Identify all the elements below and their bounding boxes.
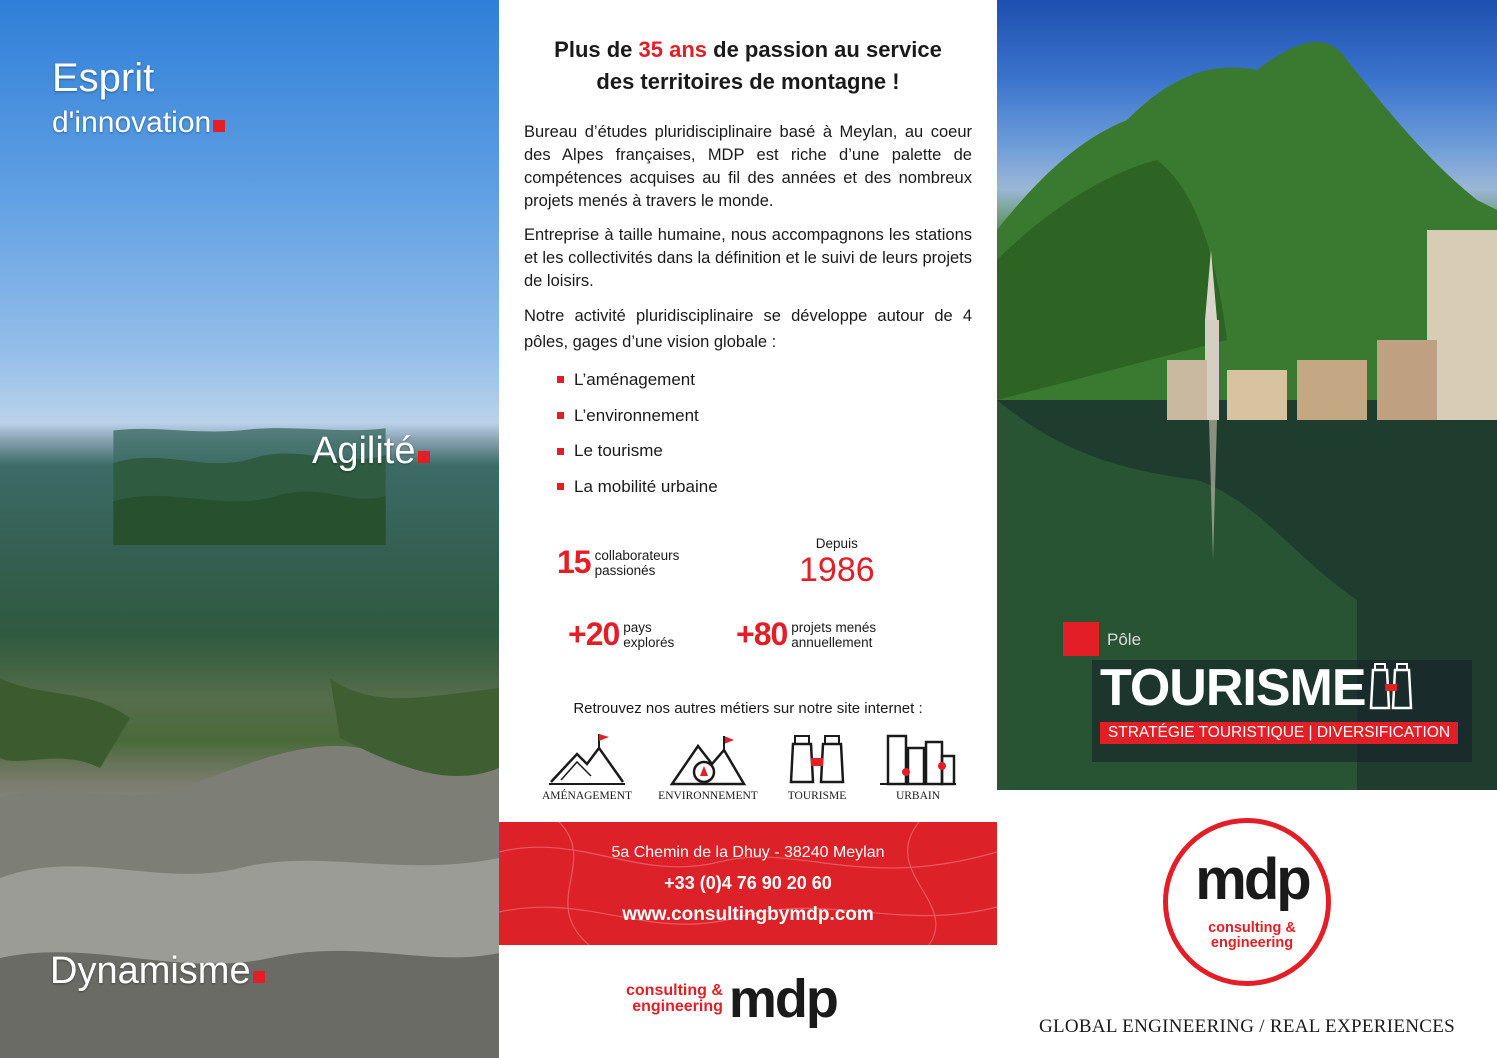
mountain-flag-icon [547,732,627,786]
pole-title: TOURISME [1100,659,1366,717]
red-square-icon [418,451,430,463]
list-item: L’aménagement [557,362,718,398]
binoculars-icon [1367,662,1417,712]
middle-panel [499,0,997,1058]
metier-environnement[interactable]: ENVIRONNEMENT [653,732,763,802]
bullet-icon [557,483,564,490]
stat-collaborateurs: 15 collaborateurs passionés [557,544,680,580]
word-agilite: Agilité [312,432,430,470]
address-text: 5a Chemin de la Dhuy - 38240 Meylan [611,844,885,861]
metier-amenagement[interactable]: AMÉNAGEMENT [532,732,642,802]
activity-paragraph: Notre activité pluridisciplinaire se développe autour de 4 pôles, gages d’une vision globale : [524,307,972,351]
list-item: La mobilité urbaine [557,469,718,505]
list-item: Le tourisme [557,433,718,469]
right-panel [997,0,1497,1058]
mdp-circle-logo: mdp consulting & engineering [1163,818,1331,986]
site-note: Retrouvez nos autres métiers sur notre site internet : [573,700,923,717]
poles-list [557,362,718,505]
bullet-icon [557,412,564,419]
list-item: L’environnement [557,398,718,434]
tagline: GLOBAL ENGINEERING / REAL EXPERIENCES [1038,1016,1456,1037]
binoculars-icon [777,732,857,786]
word-innovation: d'innovation [52,108,225,138]
website-link[interactable]: www.consultingbymdp.com [622,904,874,925]
left-panel-landscape-photo [0,0,499,1058]
bullet-icon [557,448,564,455]
pole-label: Pôle [1107,630,1142,649]
stat-pays: +20 pays explorés [568,616,675,652]
intro-paragraph: Bureau d’études pluridisciplinaire basé à Meylan, au coeur des Alpes françaises, MDP est riche d’une palette de compétences acquises au fil des années et des nombreux projets menés à travers le monde. [524,123,972,210]
page-title: Plus de 35 ans de passion au service des territoires de montagne ! [554,37,942,94]
word-esprit: Esprit [52,56,155,100]
red-square-icon [253,971,265,983]
metier-tourisme[interactable]: TOURISME [762,732,872,802]
bullet-icon [557,376,564,383]
phone-text[interactable]: +33 (0)4 76 90 20 60 [664,873,832,893]
contact-block [499,822,997,945]
city-buildings-icon [878,732,958,786]
red-square-icon [213,120,225,132]
hallstatt-photo [997,0,1497,790]
stat-depuis: Depuis 1986 [799,536,875,589]
pole-subtitle: STRATÉGIE TOURISTIQUE | DIVERSIFICATION [1100,722,1458,744]
red-square-icon [1063,622,1099,656]
rocks-illustration [0,678,499,1058]
word-dynamisme: Dynamisme [50,952,265,990]
mountain-compass-icon [668,732,748,786]
metier-urbain[interactable]: URBAIN [863,732,973,802]
company-paragraph: Entreprise à taille humaine, nous accompagnons les stations et les collectivités dans la définition et le suivi de leurs projets de loisirs. [524,226,972,290]
mdp-logo: consulting & engineering mdp [626,969,837,1029]
stat-projets: +80 projets menés annuellement [736,616,877,652]
